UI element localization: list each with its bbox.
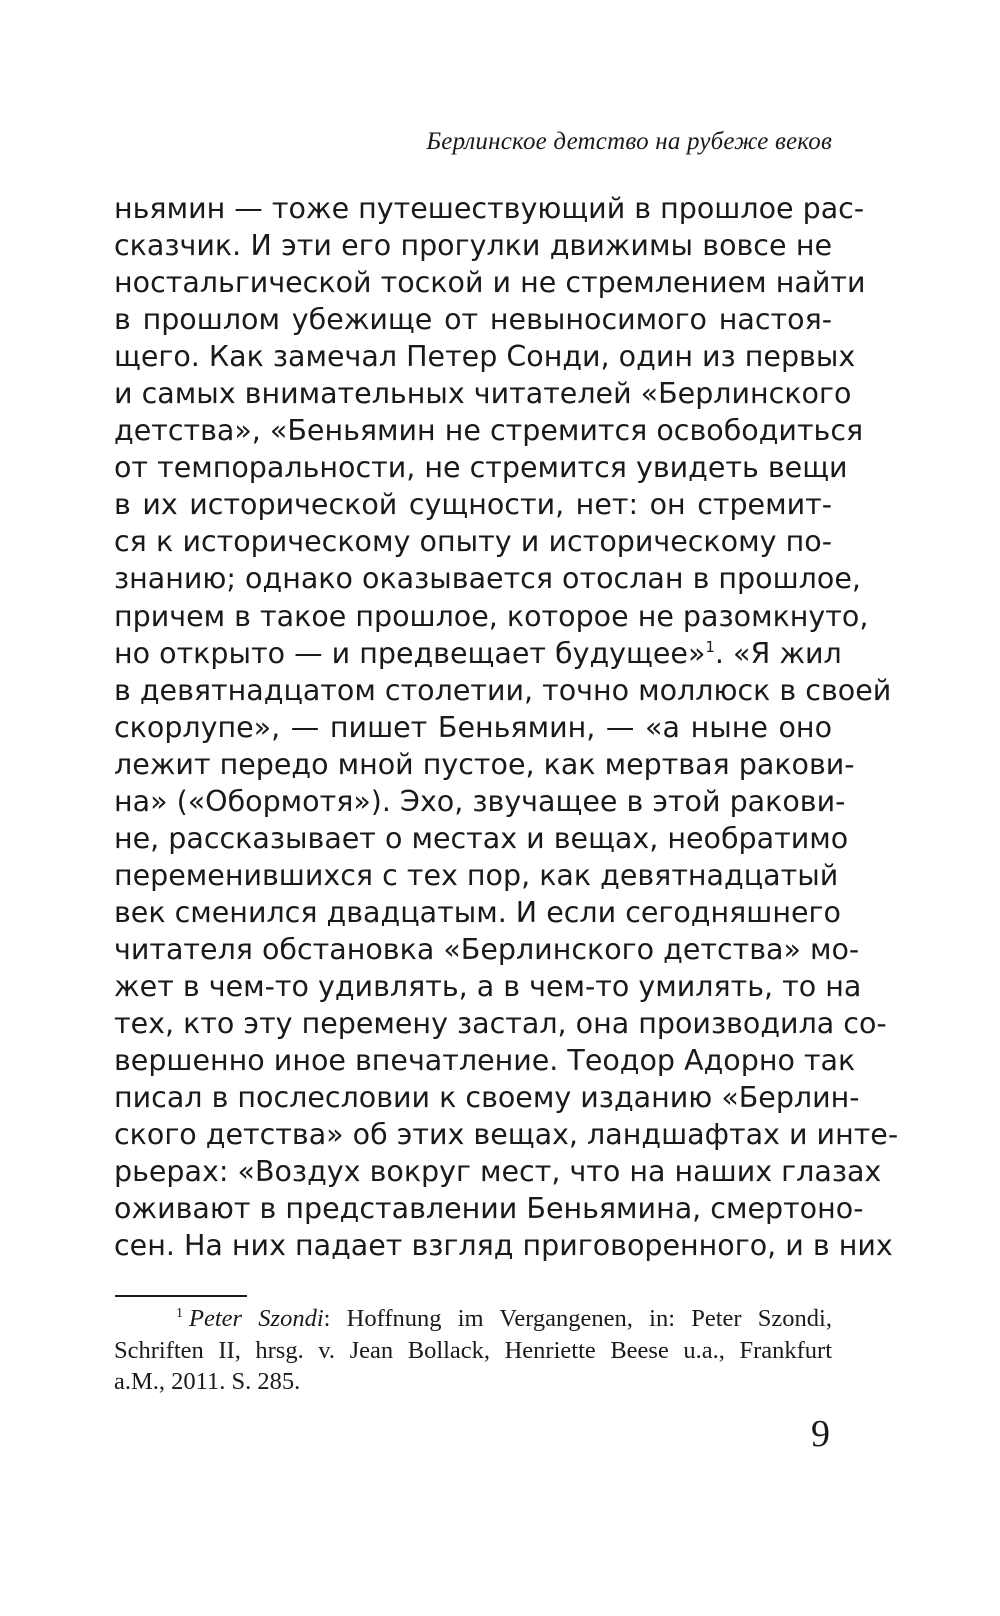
body-line-with-footnote-ref <box>114 635 842 672</box>
body-line: в девятнадцатом столетии, точно моллюск в своей <box>114 673 892 707</box>
body-line: на» («Обормотя»). Эхо, звучащее в этой ракови- <box>114 784 846 818</box>
running-head: Берлинское детство на рубеже веков <box>426 128 832 155</box>
body-line: читателя обстановка «Берлинского детства» мо- <box>114 932 860 966</box>
body-line: ского детства» об этих вещах, ландшафтах и инте- <box>114 1118 899 1152</box>
footnote-text: : Hoffnung im Vergangenen, in: Peter Szondi, <box>323 1305 832 1332</box>
body-line: сен. На них падает взгляд приговоренного, и в них <box>114 1229 893 1263</box>
body-line: от темпоральности, не стремится увидеть вещи <box>114 451 848 485</box>
footnote-line: Schriften II, hrsg. v. Jean Bollack, Henriette Beese u.a., Frankfurt <box>114 1336 832 1364</box>
body-line: ньямин — тоже путешествующий в прошлое рас- <box>114 192 865 225</box>
body-line: причем в такое прошлое, которое не разомкнуто, <box>114 599 869 633</box>
body-line-text: но открыто — и предвещает будущее» <box>114 636 706 670</box>
body-line: ся к историческому опыту и историческому по- <box>114 525 832 559</box>
body-line: переменившихся с тех пор, как девятнадцатый <box>114 858 839 892</box>
body-line: лежит передо мной пустое, как мертвая ракови- <box>114 747 855 781</box>
footnote-line: a.M., 2011. S. 285. <box>114 1368 301 1395</box>
body-text <box>114 190 899 1264</box>
body-line: сказчик. И эти его прогулки движимы вовсе не <box>114 229 832 263</box>
body-line: в их исторической сущности, нет: он стремит- <box>114 488 832 522</box>
page-number: 9 <box>811 1413 830 1455</box>
body-line: детства», «Беньямин не стремится освободиться <box>114 414 864 448</box>
body-line: ностальгической тоской и не стремлением найти <box>114 266 866 300</box>
body-line: скорлупе», — пишет Беньямин, — «а ныне оно <box>114 710 832 744</box>
body-line: оживают в представлении Беньямина, смертоно- <box>114 1192 864 1226</box>
body-line: щего. Как замечал Петер Сонди, один из первых <box>114 340 856 374</box>
body-line: знанию; однако оказывается отослан в прошлое, <box>114 562 861 596</box>
body-line: не, рассказывает о местах и вещах, необратимо <box>114 821 849 855</box>
body-line: вершенно иное впечатление. Теодор Адорно так <box>114 1044 856 1078</box>
footnote <box>114 1303 832 1398</box>
footnote-reference[interactable]: 1 <box>705 637 715 656</box>
footnote-divider <box>115 1295 247 1297</box>
footnote-line <box>114 1303 832 1335</box>
body-line: рьерах: «Воздух вокруг мест, что на наших глазах <box>114 1155 882 1189</box>
footnote-author: Peter Szondi <box>189 1305 324 1332</box>
footnote-number: 1 <box>176 1306 183 1321</box>
body-line: в прошлом убежище от невыносимого настоя- <box>114 303 832 337</box>
body-line: и самых внимательных читателей «Берлинского <box>114 377 852 411</box>
body-line: жет в чем-то удивлять, а в чем-то умилять, то на <box>114 969 862 1003</box>
body-line-text: . «Я жил <box>714 636 842 670</box>
body-line: тех, кто эту перемену застал, она производила со- <box>114 1007 887 1041</box>
body-line: писал в послесловии к своему изданию «Берлин- <box>114 1081 860 1115</box>
body-line: век сменился двадцатым. И если сегодняшнего <box>114 895 841 929</box>
